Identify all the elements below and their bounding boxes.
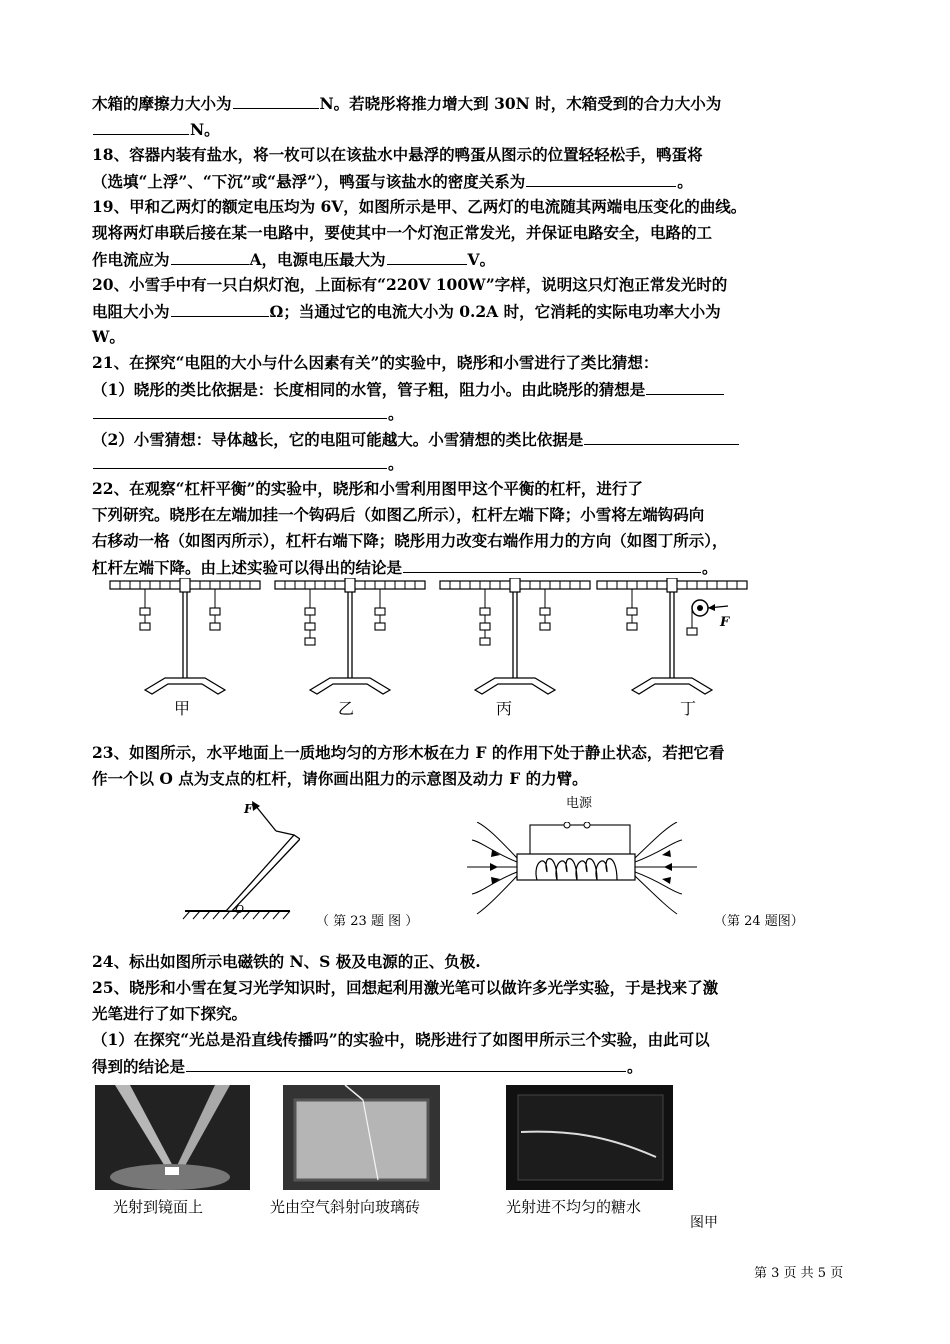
q17-line2: N。 [92, 116, 867, 143]
photo-sugar-water [506, 1085, 673, 1190]
q23-line1: 23、如图所示，水平地面上一质地均匀的方形木板在力 F 的作用下处于静止状态，若把它看 [92, 743, 725, 762]
photo-caption-2: 光由空气斜射向玻璃砖 [270, 1198, 421, 1216]
answer-blank[interactable] [93, 116, 189, 135]
answer-blank[interactable] [526, 168, 676, 187]
q25-line1: 25、晓彤和小雪在复习光学知识时，回想起利用激光笔可以做许多光学实验，于是找来了激 [92, 978, 719, 997]
power-source-label: 电源 [566, 796, 593, 811]
q21-line5: 。 [92, 450, 867, 477]
answer-blank[interactable] [171, 298, 269, 317]
answer-blank[interactable] [403, 554, 701, 573]
q22-line4: 杠杆左端下降。由上述实验可以得出的结论是 。 [92, 554, 867, 581]
q21-line3: 。 [92, 400, 867, 427]
fig24-caption: （第 24 题图） [714, 914, 804, 929]
fig24-electromagnet [462, 822, 702, 922]
lever-bing [440, 578, 590, 718]
page-number: 第 3 页 共 5 页 [754, 1266, 844, 1281]
lever-yi [275, 578, 425, 718]
photo-glass-refraction [283, 1085, 440, 1190]
q21-line4: （2）小雪猜想：导体越长，它的电阻可能越大。小雪猜想的类比依据是 [92, 426, 867, 453]
q25-line3: （1）在探究“光总是沿直线传播吗”的实验中，晓彤进行了如图甲所示三个实验，由此可以 [92, 1030, 710, 1049]
q18-line2: （选填“上浮”、“下沉”或“悬浮”），鸭蛋与该盐水的密度关系为 。 [92, 168, 867, 195]
photo-mirror-reflection [95, 1085, 250, 1190]
answer-blank[interactable] [93, 400, 387, 419]
lever-label: 乙 [338, 699, 355, 718]
q22-line2: 下列研究。晓彤在左端加挂一个钩码后（如图乙所示），杠杆左端下降；小雪将左端钩码向 [92, 505, 705, 524]
q22-line1: 22、在观察“杠杆平衡”的实验中，晓彤和小雪利用图甲这个平衡的杠杆，进行了 [92, 479, 643, 498]
q18-line1: 18、容器内装有盐水，将一枚可以在该盐水中悬浮的鸭蛋从图示的位置轻轻松手，鸭蛋将 [92, 145, 703, 164]
lever-figures [100, 578, 860, 723]
lever-ding [597, 578, 747, 718]
q24-line: 24、标出如图所示电磁铁的 N、S 极及电源的正、负极. [92, 952, 481, 971]
q17-line1: 木箱的摩擦力大小为 N。若晓彤将推力增大到 30N 时，木箱受到的合力大小为 [92, 90, 867, 117]
answer-blank[interactable] [93, 450, 387, 469]
photo-caption-1: 光射到镜面上 [113, 1198, 204, 1216]
q21-line2: （1）晓彤的类比依据是：长度相同的水管，管子粗，阻力小。由此晓彤的猜想是 [92, 376, 867, 403]
q19-line2: 现将两灯串联后接在某一电路中，要使其中一个灯泡正常发光，并保证电路安全，电路的工 [92, 223, 713, 242]
q19-line1: 19、甲和乙两灯的额定电压均为 6V，如图所示是甲、乙两灯的电流随其两端电压变化的曲线。 [92, 197, 747, 216]
answer-blank[interactable] [584, 426, 739, 445]
q20-line1: 20、小雪手中有一只白炽灯泡，上面标有“220V 100W”字样，说明这只灯泡正常发光时的 [92, 275, 728, 294]
lever-label: 甲 [174, 699, 191, 718]
q21-line1: 21、在探究“电阻的大小与什么因素有关”的实验中，晓彤和小雪进行了类比猜想： [92, 353, 659, 372]
photo-caption-3: 光射进不均匀的糖水 [506, 1198, 642, 1216]
force-label: F [720, 615, 730, 630]
answer-blank[interactable] [186, 1053, 626, 1072]
fig23-caption: （ 第 23 题 图 ） [316, 914, 419, 929]
answer-blank[interactable] [387, 246, 467, 265]
q19-line3: 作电流应为 A，电源电压最大为 V。 [92, 246, 867, 273]
q25-line4: 得到的结论是 。 [92, 1053, 867, 1080]
q23-line2: 作一个以 O 点为支点的杠杆，请你画出阻力的示意图及动力 F 的力臂。 [92, 769, 588, 788]
answer-blank[interactable] [233, 90, 319, 109]
figure-label: 图甲 [690, 1215, 718, 1231]
fig23-force-label: F [244, 802, 253, 816]
q20-line2: 电阻大小为 Ω；当通过它的电流大小为 0.2A 时，它消耗的实际电功率大小为 [92, 298, 867, 325]
fig23-pivot-label: O [235, 903, 245, 916]
lever-jia [110, 578, 260, 718]
q22-line3: 右移动一格（如图丙所示），杠杆右端下降；晓彤用力改变右端作用力的方向（如图丁所示）， [92, 531, 728, 550]
answer-blank[interactable] [171, 246, 249, 265]
q25-line2: 光笔进行了如下探究。 [92, 1004, 248, 1023]
fig23-diagram [180, 795, 300, 925]
lever-label: 丁 [680, 699, 697, 718]
answer-blank[interactable] [646, 376, 724, 395]
q20-line3: W。 [92, 327, 125, 346]
lever-label: 丙 [496, 699, 513, 718]
